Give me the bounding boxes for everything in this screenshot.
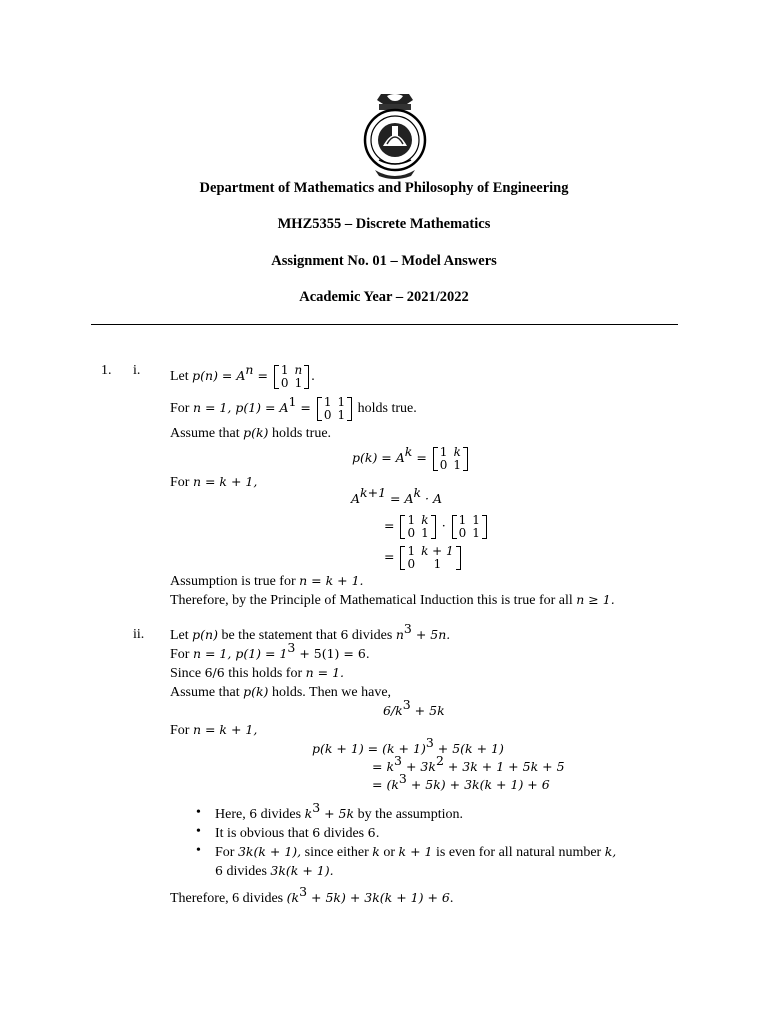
math: p(n) = A (192, 368, 246, 384)
bullet-item-1 (215, 800, 463, 824)
matrix-cell: 1 (337, 408, 346, 422)
math: 3k(k + 1), (237, 844, 302, 859)
math: + 5(k + 1) (433, 741, 504, 756)
math-exponent: 3 (398, 771, 407, 786)
text: this holds for (224, 666, 306, 681)
matrix-cell: 1 (453, 458, 462, 472)
text: It is obvious that (215, 826, 313, 841)
text: divides (222, 864, 271, 879)
text: Let (170, 628, 193, 643)
part-ii-line-4 (170, 683, 391, 702)
math: 6. (367, 825, 380, 840)
matrix-cell: 0 (323, 408, 332, 422)
text: For (170, 647, 193, 662)
math: = A (386, 491, 414, 506)
math: = k (372, 759, 395, 774)
part-i-pk-equation (352, 446, 470, 472)
text: For (170, 401, 193, 417)
math-exponent: n (245, 362, 254, 378)
text: is even for all natural number (432, 845, 605, 860)
math-exponent: 1 (288, 394, 297, 410)
matrix-cell: 1 (433, 557, 442, 571)
text: by the assumption. (354, 807, 463, 822)
text: be the statement that (217, 628, 341, 643)
part-i-line-4 (170, 473, 257, 492)
text: Assumption is true for (170, 574, 300, 589)
bullet-icon: • (196, 805, 201, 820)
math: (k (286, 890, 300, 905)
math: + 5k) + 3k(k + 1) + 6 (307, 890, 450, 905)
math: = (384, 549, 399, 565)
text: divides (257, 807, 305, 822)
part-i-line-1 (170, 364, 315, 390)
matrix-cell: 1 (472, 526, 480, 540)
part-ii-expand-1 (312, 735, 504, 759)
matrix-a-k-factor (400, 514, 435, 540)
math: p(k) = A (352, 450, 405, 466)
math: k (372, 844, 380, 859)
math: n = 1, p(1) = 1 (192, 646, 288, 661)
matrix-cell: 1 (323, 395, 332, 409)
bullet-item-3-cont (215, 862, 334, 881)
bullet-icon: • (196, 824, 201, 839)
part-ii-line-2 (170, 640, 370, 664)
part-i-line-3 (170, 424, 331, 443)
matrix-a-n (274, 364, 309, 390)
text: holds true. (268, 426, 332, 441)
math-exponent: 3 (425, 735, 434, 750)
text: divides (348, 628, 396, 643)
math: + 5k) + 3k(k + 1) + 6 (406, 777, 550, 792)
math-exponent: 3 (402, 697, 411, 712)
math: + 5(1) = 6. (295, 646, 370, 661)
math-exponent: 3 (394, 753, 402, 768)
matrix-cell: k (421, 513, 429, 527)
text: holds true. (354, 401, 417, 417)
math: + 5n. (411, 627, 451, 642)
math: p(k) (243, 425, 269, 440)
math: · A (421, 491, 443, 506)
math-exponent: k (413, 485, 422, 500)
matrix-cell: 1 (337, 395, 346, 409)
part-ii-expand-3 (372, 771, 550, 795)
question-number: 1. (101, 363, 112, 378)
matrix-cell: 1 (407, 544, 416, 558)
math: = (253, 368, 272, 384)
text: For (170, 723, 193, 738)
math: n = 1, p(1) = A (192, 400, 289, 416)
math: p(k) (243, 684, 269, 699)
matrix-cell: 1 (280, 363, 289, 377)
part-i-conclusion (170, 591, 615, 610)
text: . (311, 369, 315, 385)
part-ii-conclusion (170, 884, 454, 908)
matrix-cell: 1 (407, 513, 416, 527)
math-exponent: k (404, 444, 413, 460)
math: n ≥ 1. (576, 592, 615, 607)
math: 6 (312, 825, 321, 840)
text: Assume that (170, 685, 244, 700)
academic-year: Academic Year – 2021/2022 (299, 289, 469, 305)
course-title: MHZ5355 – Discrete Mathematics (277, 216, 491, 232)
part-i-product-line (384, 514, 489, 540)
matrix-cell: 1 (421, 526, 429, 540)
matrix-cell: 0 (439, 458, 448, 472)
math: A (351, 491, 361, 506)
matrix-cell: 0 (280, 376, 289, 390)
math-exponent: 3 (312, 800, 321, 815)
math: = (412, 450, 431, 466)
matrix-cell: 1 (439, 445, 448, 459)
text: holds. Then we have, (268, 685, 392, 700)
math: 6 (340, 627, 349, 642)
matrix-cell: 1 (458, 513, 467, 527)
matrix-a-factor (452, 514, 487, 540)
math: 6 (215, 863, 223, 878)
text: divides (320, 826, 368, 841)
department-title: Department of Mathematics and Philosophy of Engineering (199, 180, 569, 196)
matrix-cell: 0 (407, 526, 416, 540)
math: + 5k (410, 703, 445, 718)
math: · (437, 518, 450, 534)
math: p(n) (192, 627, 218, 642)
university-crest-logo (359, 90, 431, 180)
header-divider (91, 324, 678, 325)
bullet-item-3 (215, 843, 616, 862)
math: = (296, 400, 315, 416)
matrix-cell: k (453, 445, 461, 459)
part-ii-line-5 (170, 721, 257, 740)
text: or (379, 845, 399, 860)
matrix-cell: 0 (458, 526, 467, 540)
text: Here, (215, 807, 250, 822)
math: + 3k + 1 + 5k + 5 (443, 759, 565, 774)
assignment-title: Assignment No. 01 – Model Answers (271, 253, 497, 269)
text: For (170, 475, 193, 490)
bullet-icon: • (196, 843, 201, 858)
math-exponent: 3 (403, 621, 412, 636)
text: Since (170, 666, 205, 681)
math: n = k + 1, (192, 474, 258, 489)
matrix-cell: 0 (407, 557, 416, 571)
part-i-ak1-line (351, 485, 443, 509)
part-i-assumption (170, 572, 364, 591)
math: 6 (249, 806, 258, 821)
matrix-a-1 (317, 396, 352, 422)
math: k (304, 806, 313, 821)
matrix-cell: 1 (294, 376, 303, 390)
matrix-a-k (433, 446, 468, 472)
math: k, (604, 844, 617, 859)
math-exponent: k+1 (360, 485, 387, 500)
math: p(k + 1) = (k + 1) (312, 741, 426, 756)
math: n (395, 627, 404, 642)
part-i-line-2 (170, 396, 417, 422)
part-ii-line-1 (170, 621, 451, 645)
matrix-cell: n (294, 363, 303, 377)
math: n = 1. (305, 665, 345, 680)
matrix-a-k1-result (400, 545, 460, 571)
part-i-result-line (384, 545, 463, 571)
matrix-cell: k + 1 (421, 544, 454, 558)
math: n = k + 1, (192, 722, 258, 737)
text: . (449, 891, 454, 906)
part-i-label: i. (133, 363, 141, 378)
math: k + 1 (398, 844, 433, 859)
math: + 3k (401, 759, 436, 774)
math-exponent: 3 (299, 884, 308, 899)
math-exponent: 3 (287, 640, 296, 655)
math: = (k (372, 777, 399, 792)
text: Therefore, by the Principle of Mathematical Induction this is true for all (170, 593, 577, 608)
part-ii-line-3 (170, 664, 344, 683)
math-exponent: 2 (435, 753, 444, 768)
text: since either (301, 845, 373, 860)
math: 6/6 (204, 665, 225, 680)
math: + 5k (320, 806, 355, 821)
text: Let (170, 369, 193, 385)
math: 3k(k + 1). (270, 863, 334, 878)
math: = (384, 518, 399, 534)
text: Therefore, 6 divides (170, 891, 287, 906)
math: 6/k (383, 703, 403, 718)
math: n = k + 1. (299, 573, 364, 588)
part-ii-label: ii. (133, 627, 145, 642)
text: For (215, 845, 238, 860)
text: Assume that (170, 426, 244, 441)
matrix-cell: 1 (472, 513, 480, 527)
part-ii-hypothesis (383, 697, 445, 721)
bullet-item-2 (215, 824, 380, 843)
